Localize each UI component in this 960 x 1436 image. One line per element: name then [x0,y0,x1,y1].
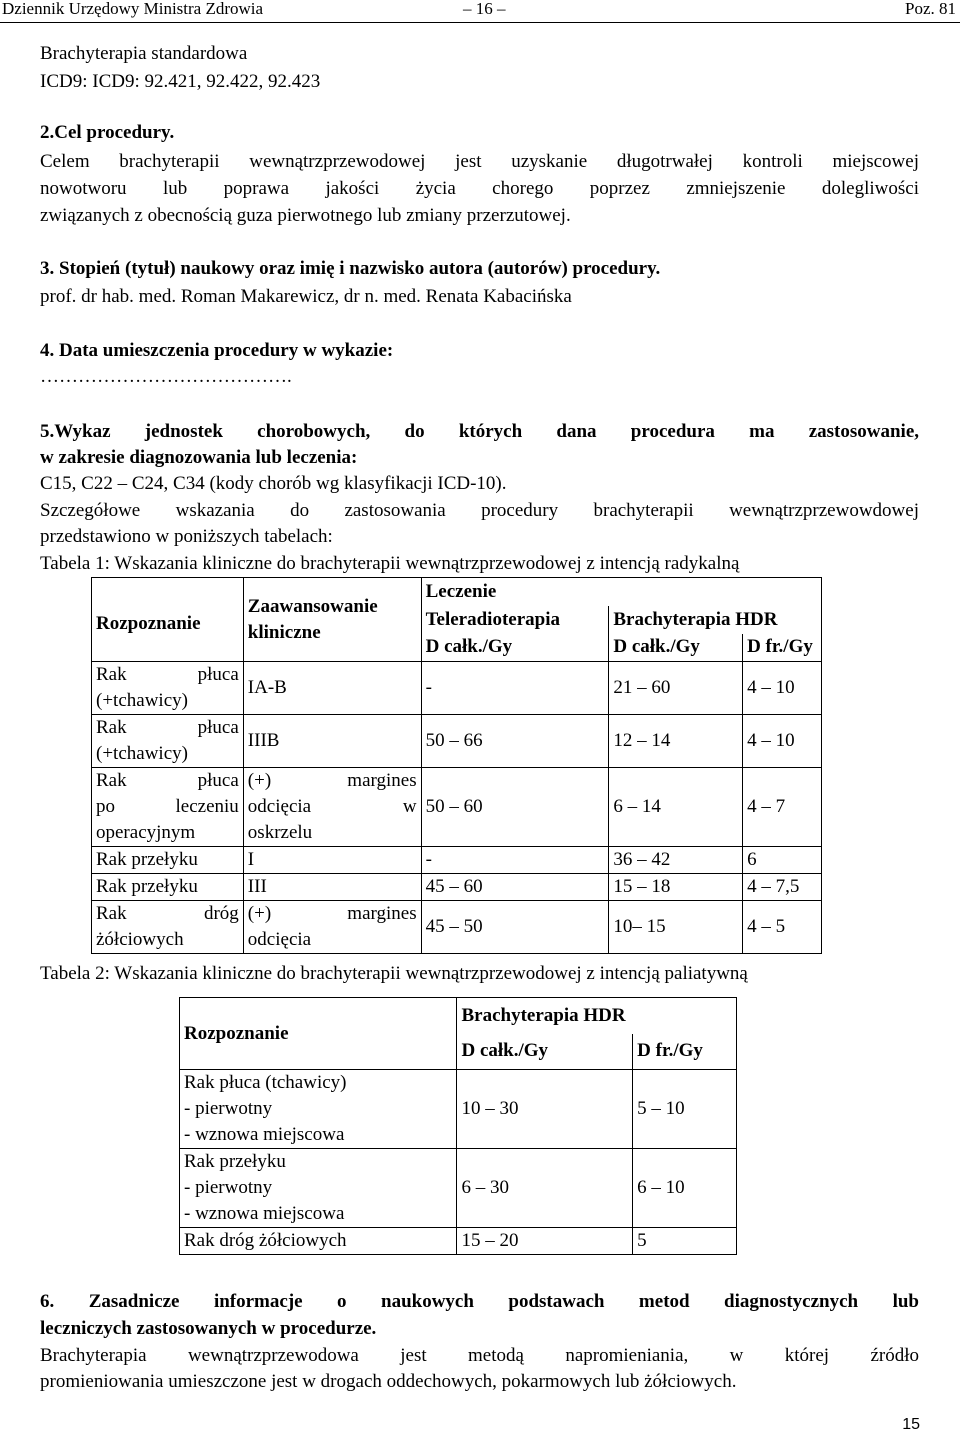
table-1-caption: Tabela 1: Wskazania kliniczne do brachyterapii wewnątrzprzewodowej z intencją radykalną [40,553,740,574]
journal-title: Dziennik Urzędowy Ministra Zdrowia [2,0,264,18]
section-2-line: nowotworu lub poprawa jakości życia chorego poprzez zmniejszenie dolegliwości [40,178,919,199]
table-row [180,1228,737,1255]
table-2 [179,997,737,1255]
diagnosis-cell: Rak przełyku - pierwotny - wznowa miejscowa [180,1149,457,1228]
section-2-line: Celem brachyterapii wewnątrzprzewodowej jest uzyskanie długotrwałej kontroli miejscowej [40,151,919,172]
section-5-title-cont: w zakresie diagnozowania lub leczenia: [40,447,358,468]
total-dose-cell: 10 – 30 [457,1070,633,1149]
teleradiotherapy-cell: 45 – 50 [421,901,609,954]
section-2-line: związanych z obecnością guza pierwotnego lub zmiany przerzutowej. [40,205,571,226]
teleradiotherapy-cell: 50 – 66 [421,715,609,768]
total-dose-cell: 21 – 60 [609,662,743,715]
fraction-dose-cell: 4 – 7 [743,768,822,847]
header-diagnosis: Rozpoznanie [180,998,457,1070]
fraction-dose-cell: 6 – 10 [633,1149,737,1228]
fraction-dose-cell: 4 – 7,5 [743,874,822,901]
table-row [180,1149,737,1228]
section-5-codes: C15, C22 – C24, C34 (kody chorób wg klasyfikacji ICD-10). [40,473,507,494]
section-5-title: 5.Wykaz jednostek chorobowych, do których dana procedura ma zastosowanie, [40,421,919,442]
teleradiotherapy-cell: - [421,662,609,715]
total-dose-cell: 15 – 18 [609,874,743,901]
stage-cell: (+) margines odcięcia w oskrzelu [243,768,421,847]
stage-cell: I [243,847,421,874]
header-fraction-dose: D fr./Gy [743,634,822,662]
diagnosis-cell: Rak dróg żółciowych [92,901,244,954]
header-treatment: Leczenie [421,578,821,606]
total-dose-cell: 36 – 42 [609,847,743,874]
fraction-dose-cell: 6 [743,847,822,874]
diagnosis-cell: Rak płuca po leczeniu operacyjnym [92,768,244,847]
table-header-row [180,998,737,1034]
fraction-dose-cell: 5 [633,1228,737,1255]
header-total-dose: D całk./Gy [421,634,609,662]
section-4-title: 4. Data umieszczenia procedury w wykazie: [40,340,394,361]
header-brachy-hdr: Brachyterapia HDR [609,606,822,634]
header-page-indicator: – 16 – [463,0,506,18]
section-6-text: promieniowania umieszczone jest w drogach oddechowych, pokarmowych lub żółciowych. [40,1371,737,1392]
diagnosis-cell: Rak płuca (tchawicy) - pierwotny - wznowa miejscowa [180,1070,457,1149]
table-row [92,662,822,715]
total-dose-cell: 15 – 20 [457,1228,633,1255]
header-total-dose-hdr: D całk./Gy [609,634,743,662]
fraction-dose-cell: 4 – 10 [743,662,822,715]
table-row [92,847,822,874]
teleradiotherapy-cell: - [421,847,609,874]
section-2-title: 2.Cel procedury. [40,122,175,143]
stage-cell: III [243,874,421,901]
table-header-row [92,578,822,606]
page-number: 15 [902,1416,920,1433]
table-2-caption: Tabela 2: Wskazania kliniczne do brachyterapii wewnątrzprzewodowej z intencją paliatywną [40,963,748,984]
teleradiotherapy-cell: 45 – 60 [421,874,609,901]
total-dose-cell: 6 – 14 [609,768,743,847]
fraction-dose-cell: 4 – 5 [743,901,822,954]
table-row [92,901,822,954]
procedure-icd-codes: ICD9: ICD9: 92.421, 92.422, 92.423 [40,71,321,92]
table-row [180,1070,737,1149]
table-row [92,768,822,847]
teleradiotherapy-cell: 50 – 60 [421,768,609,847]
section-6-title-cont: leczniczych zastosowanych w procedurze. [40,1318,377,1339]
table-1 [91,577,822,954]
total-dose-cell: 10– 15 [609,901,743,954]
header-diagnosis: Rozpoznanie [92,578,244,662]
diagnosis-cell: Rak przełyku [92,847,244,874]
section-4-date-placeholder: …………………………………. [40,366,292,387]
fraction-dose-cell: 5 – 10 [633,1070,737,1149]
section-6-text: Brachyterapia wewnątrzprzewodowa jest metodą napromieniania, w której źródło [40,1345,919,1366]
table-row [92,715,822,768]
header-stage: Zaawansowanie kliniczne [243,578,421,662]
stage-cell: (+) margines odcięcia [243,901,421,954]
diagnosis-cell: Rak płuca (+tchawicy) [92,662,244,715]
section-3-authors: prof. dr hab. med. Roman Makarewicz, dr n. med. Renata Kabacińska [40,286,572,307]
total-dose-cell: 6 – 30 [457,1149,633,1228]
diagnosis-cell: Rak dróg żółciowych [180,1228,457,1255]
diagnosis-cell: Rak przełyku [92,874,244,901]
section-6-title: 6. Zasadnicze informacje o naukowych podstawach metod diagnostycznych lub [40,1291,919,1312]
header-position: Poz. 81 [905,0,956,18]
table-row [92,874,822,901]
stage-cell: IIIB [243,715,421,768]
fraction-dose-cell: 4 – 10 [743,715,822,768]
page-header [0,0,960,23]
header-fraction-dose: D fr./Gy [633,1034,737,1070]
section-3-title: 3. Stopień (tytuł) naukowy oraz imię i nazwisko autora (autorów) procedury. [40,258,661,279]
header-brachy-hdr: Brachyterapia HDR [457,998,737,1034]
procedure-name: Brachyterapia standardowa [40,43,248,64]
header-teleradiotherapy: Teleradioterapia [421,606,609,634]
total-dose-cell: 12 – 14 [609,715,743,768]
stage-cell: IA-B [243,662,421,715]
diagnosis-cell: Rak płuca (+tchawicy) [92,715,244,768]
section-5-desc: Szczegółowe wskazania do zastosowania procedury brachyterapii wewnątrzprzewowdowej [40,500,919,521]
header-total-dose: D całk./Gy [457,1034,633,1070]
section-5-desc: przedstawiono w poniższych tabelach: [40,526,333,547]
